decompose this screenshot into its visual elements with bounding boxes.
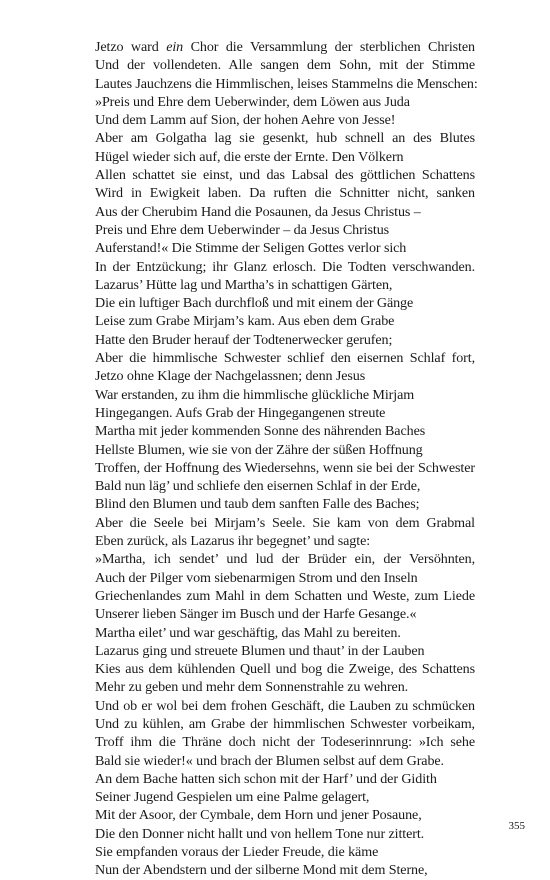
poem-line: Wird in Ewigkeit laben. Da ruften die Schnitter nicht, sanken — [95, 185, 475, 202]
poem-line: Blind den Blumen und taub dem sanften Falle des Baches; — [95, 496, 420, 513]
poem-line: In der Entzückung; ihr Glanz erlosch. Die Todten verschwanden. — [95, 258, 475, 275]
page-number: 355 — [508, 820, 525, 832]
poem-line: Troff ihm die Thräne doch nicht der Todeserinnrung: »Ich sehe — [95, 734, 475, 751]
poem-line: Bald nun läg’ und schliefe den eisernen Schlaf in der Erde, — [95, 478, 421, 495]
poem-line: Unserer lieben Sänger im Busch und der Harfe Gesange.« — [95, 606, 417, 623]
poem-line: Jetzo ward ein Chor die Versammlung der sterblichen Christen — [95, 39, 475, 55]
poem-line: »Martha, ich sendet’ und lud der Brüder ein, der Versöhnten, — [95, 551, 475, 568]
poem-line: Preis und Ehre dem Ueberwinder – da Jesus Christus — [95, 221, 390, 238]
poem-line: Aus der Cherubim Hand die Posaunen, da Jesus Christus – — [95, 203, 421, 220]
poem-line: Allen schattet sie einst, und das Labsal des göttlichen Schattens — [95, 167, 475, 184]
poem-line: Und dem Lamm auf Sion, der hohen Aehre von Jesse! — [95, 112, 396, 129]
poem-line: Troffen, der Hoffnung des Wiedersehns, wenn sie bei der Schwester — [95, 459, 475, 476]
poem-line: Seiner Jugend Gespielen um eine Palme gelagert, — [95, 789, 370, 806]
poem-line: Auferstand!« Die Stimme der Seligen Gottes verlor sich — [95, 240, 407, 257]
poem-line: Nun der Abendstern und der silberne Mond mit dem Sterne, — [95, 862, 428, 879]
poem-line: Leise zum Grabe Mirjam’s kam. Aus eben dem Grabe — [95, 313, 395, 330]
poem-line: Und der vollendeten. Alle sangen dem Sohn, mit der Stimme — [95, 57, 475, 74]
poem-line: Und zu kühlen, am Grabe der himmlischen Schwester vorbeikam, — [95, 715, 475, 732]
poem-line: Die ein luftiger Bach durchfloß und mit einem der Gänge — [95, 295, 414, 312]
poem-line: Sie empfanden voraus der Lieder Freude, die käme — [95, 844, 379, 861]
poem-line: Hatte den Bruder herauf der Todtenerwecker gerufen; — [95, 331, 393, 348]
poem-line: Martha mit jeder kommenden Sonne des nährenden Baches — [95, 423, 426, 440]
poem-line: An dem Bache hatten sich schon mit der Harf’ und der Gidith — [95, 770, 437, 787]
poem-line: »Preis und Ehre dem Ueberwinder, dem Löwen aus Juda — [95, 93, 410, 110]
emphasized-word: ein — [166, 39, 184, 55]
poem-line: Auch der Pilger vom siebenarmigen Strom und den Inseln — [95, 569, 418, 586]
poem-line: Jetzo ohne Klage der Nachgelassnen; denn Jesus — [95, 368, 366, 385]
poem-line: Mit der Asoor, der Cymbale, dem Horn und jener Posaune, — [95, 807, 422, 824]
poem-line: Griechenlandes zum Mahl in dem Schatten und Weste, zum Liede — [95, 587, 475, 604]
poem-line: Und ob er wol bei dem frohen Geschäft, die Lauben zu schmücken — [95, 697, 475, 714]
poem-line: Lazarus’ Hütte lag und Martha’s in schattigen Gärten, — [95, 276, 393, 293]
poem-line: War erstanden, zu ihm die himmlische glückliche Mirjam — [95, 386, 415, 403]
poem-line: Hügel wieder sich auf, die erste der Ernte. Den Völkern — [95, 148, 404, 165]
poem-line: Bald sie wieder!« und brach der Blumen selbst auf dem Grabe. — [95, 752, 444, 769]
poem-line: Hingegangen. Aufs Grab der Hingegangenen streute — [95, 404, 386, 421]
poem-line: Martha eilet’ und war geschäftig, das Mahl zu bereiten. — [95, 624, 401, 641]
poem-line: Kies aus dem kühlenden Quell und bog die Zweige, des Schattens — [95, 661, 475, 678]
poem-line: Lautes Jauchzens die Himmlischen, leises Stammelns die Menschen: — [95, 75, 478, 92]
poem-line: Aber am Golgatha lag sie gesenkt, hub schnell an des Blutes — [95, 130, 475, 147]
poem-line: Aber die Seele bei Mirjam’s Seele. Sie kam von dem Grabmal — [95, 514, 475, 531]
poem-line: Aber die himmlische Schwester schlief den eisernen Schlaf fort, — [95, 350, 475, 367]
poem-line: Die den Donner nicht hallt und von hellem Tone nur zittert. — [95, 825, 425, 842]
poem-text — [95, 38, 478, 880]
poem-line: Hellste Blumen, wie sie von der Zähre der süßen Hoffnung — [95, 441, 423, 458]
poem-line: Lazarus ging und streuete Blumen und thaut’ in der Lauben — [95, 642, 425, 659]
poem-line: Mehr zu geben und mehr dem Sonnenstrahle zu wehren. — [95, 679, 409, 696]
poem-line: Eben zurück, als Lazarus ihr begegnet’ und sagte: — [95, 533, 371, 550]
